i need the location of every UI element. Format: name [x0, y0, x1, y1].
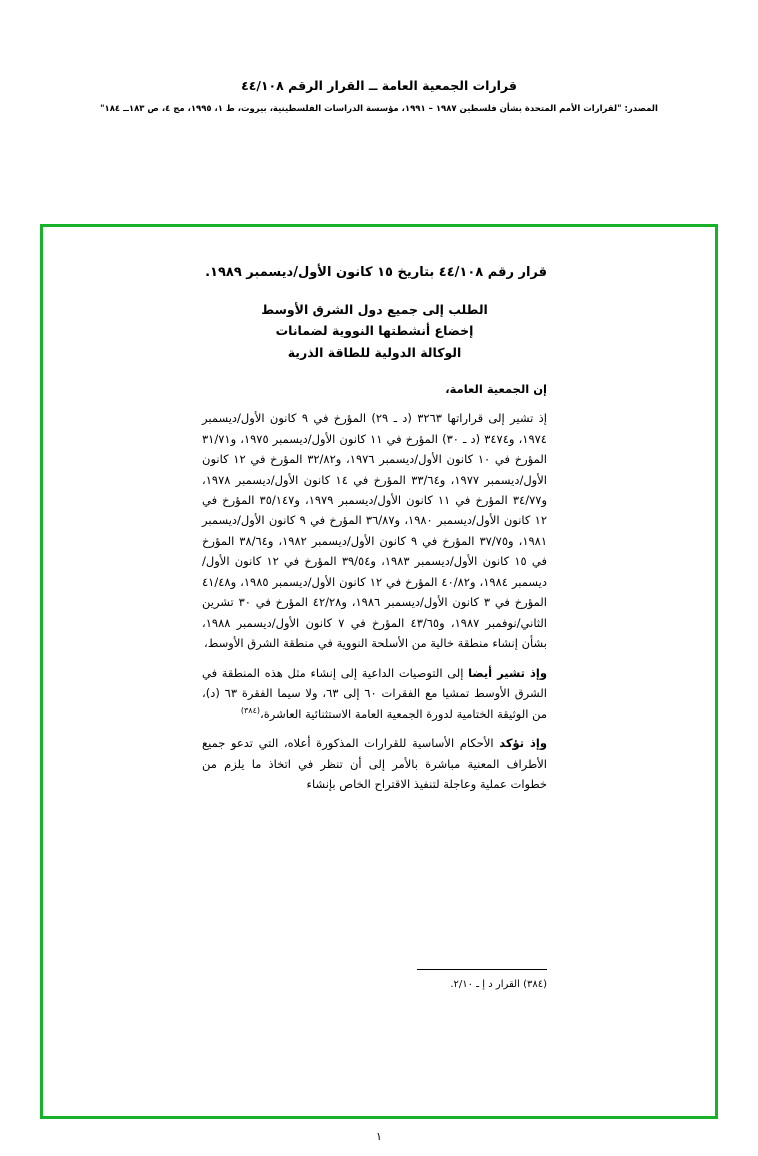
subtitle-line-1: الطلب إلى جميع دول الشرق الأوسط	[261, 301, 488, 317]
assembly-line: إن الجمعية العامة،	[445, 382, 547, 397]
paragraph-3-lead: وإذ تؤكد	[499, 736, 547, 751]
paragraph-1-text: إذ تشير إلى قراراتها ٣٢٦٣ (د ـ ٢٩) المؤرخ في ٩ كانون الأول/ديسمبر ١٩٧٤، و٣٤٧٤ (د ـ ٣٠) المؤرخ في ١١ كانون الأول/ديسمبر ١٩٧٥، و٣١/٧١ المؤرخ في ١٠ كانون الأول/ديسمبر ١٩٧٦، و٣٢/٨٢ المؤرخ في ١٢ كانون الأول/ديسمبر ١٩٧٧، و٣٣/٦٤ المؤرخ في ١٤ كانون الأول/ديسمبر ١٩٧٨، و٣٤/٧٧ المؤرخ في ١١ كانون الأول/ديسمبر ١٩٧٩، و٣٥/١٤٧ المؤرخ في ١٢ كانون الأول/ديسمبر ١٩٨٠، و٣٦/٨٧ المؤرخ في ٩ كانون الأول/ديسمبر ١٩٨١، و٣٧/٧٥ المؤرخ في ٩ كانون الأول/ديسمبر ١٩٨٢، و٣٨/٦٤ المؤرخ في ١٥ كانون الأول/ديسمبر ١٩٨٣، و٣٩/٥٤ المؤرخ في ١٢ كانون الأول/ديسمبر ١٩٨٤، و٤٠/٨٢ المؤرخ في ١٢ كانون الأول/ديسمبر ١٩٨٥، و٤١/٤٨ المؤرخ في ٣ كانون الأول/ديسمبر ١٩٨٦، و٤٢/٢٨ المؤرخ في ٣٠ تشرين الثاني/نوفمبر ١٩٨٧، و٤٣/٦٥ المؤرخ في ٧ كانون الأول/ديسمبر ١٩٨٨، بشأن إنشاء منطقة خالية من الأسلحة النووية في منطقة الشرق الأوسط،	[202, 411, 548, 651]
document-page	[0, 78, 758, 1156]
subtitle-line-3: الوكالة الدولية للطاقة الذرية	[287, 345, 462, 361]
footnote-text: (٣٨٤) القرار د إ ـ ٢/١٠.	[450, 979, 547, 990]
preambular-paragraph-1	[202, 408, 547, 654]
preambular-paragraph-2	[202, 663, 547, 724]
resolution-subtitle	[202, 299, 547, 365]
resolution-body	[202, 263, 547, 804]
paragraph-3-text: الأحكام الأساسية للقرارات المذكورة أعلاه، التي تدعو جميع الأطراف المعنية مباشرة بالأمر إلى أن تنظر في اتخاذ ما يلزم من خطوات عملية وعاجلة لتنفيذ الاقتراح الخاص بإنشاء	[202, 736, 547, 792]
source-line: المصدر: "لقرارات الأمم المتحدة بشأن فلسطين ١٩٨٧ – ١٩٩١، مؤسسة الدراسات الفلسطينية، بيروت، ط ١، ١٩٩٥، مج ٤، ص ١٨٣ــ ١٨٤"	[100, 104, 658, 114]
paragraph-2-lead: وإذ تشير أيضا	[468, 665, 548, 680]
subtitle-line-2: إخضاع أنشطتها النووية لضمانات	[275, 323, 474, 339]
resolution-heading: قرار رقم ٤٤/١٠٨ بتاريخ ١٥ كانون الأول/ديسمبر ١٩٨٩.	[205, 265, 547, 280]
paragraph-2-text: إلى التوصيات الداعية إلى إنشاء مثل هذه المنطقة في الشرق الأوسط تمشيا مع الفقرات ٦٠ إلى ٦٣، ولا سيما الفقرة ٦٣ (د)، من الوثيقة الختامية لدورة الجمعية العامة الاستثنائية العاشرة،	[202, 665, 547, 721]
preambular-paragraph-3	[202, 733, 547, 794]
footnote-divider	[417, 969, 547, 970]
footnote-marker: (٣٨٤)	[240, 705, 260, 715]
page-title: قرارات الجمعية العامة ــ القرار الرقم ٤٤/١٠٨	[241, 78, 517, 93]
content-frame	[40, 224, 718, 1119]
page-number: ١	[376, 1130, 382, 1143]
